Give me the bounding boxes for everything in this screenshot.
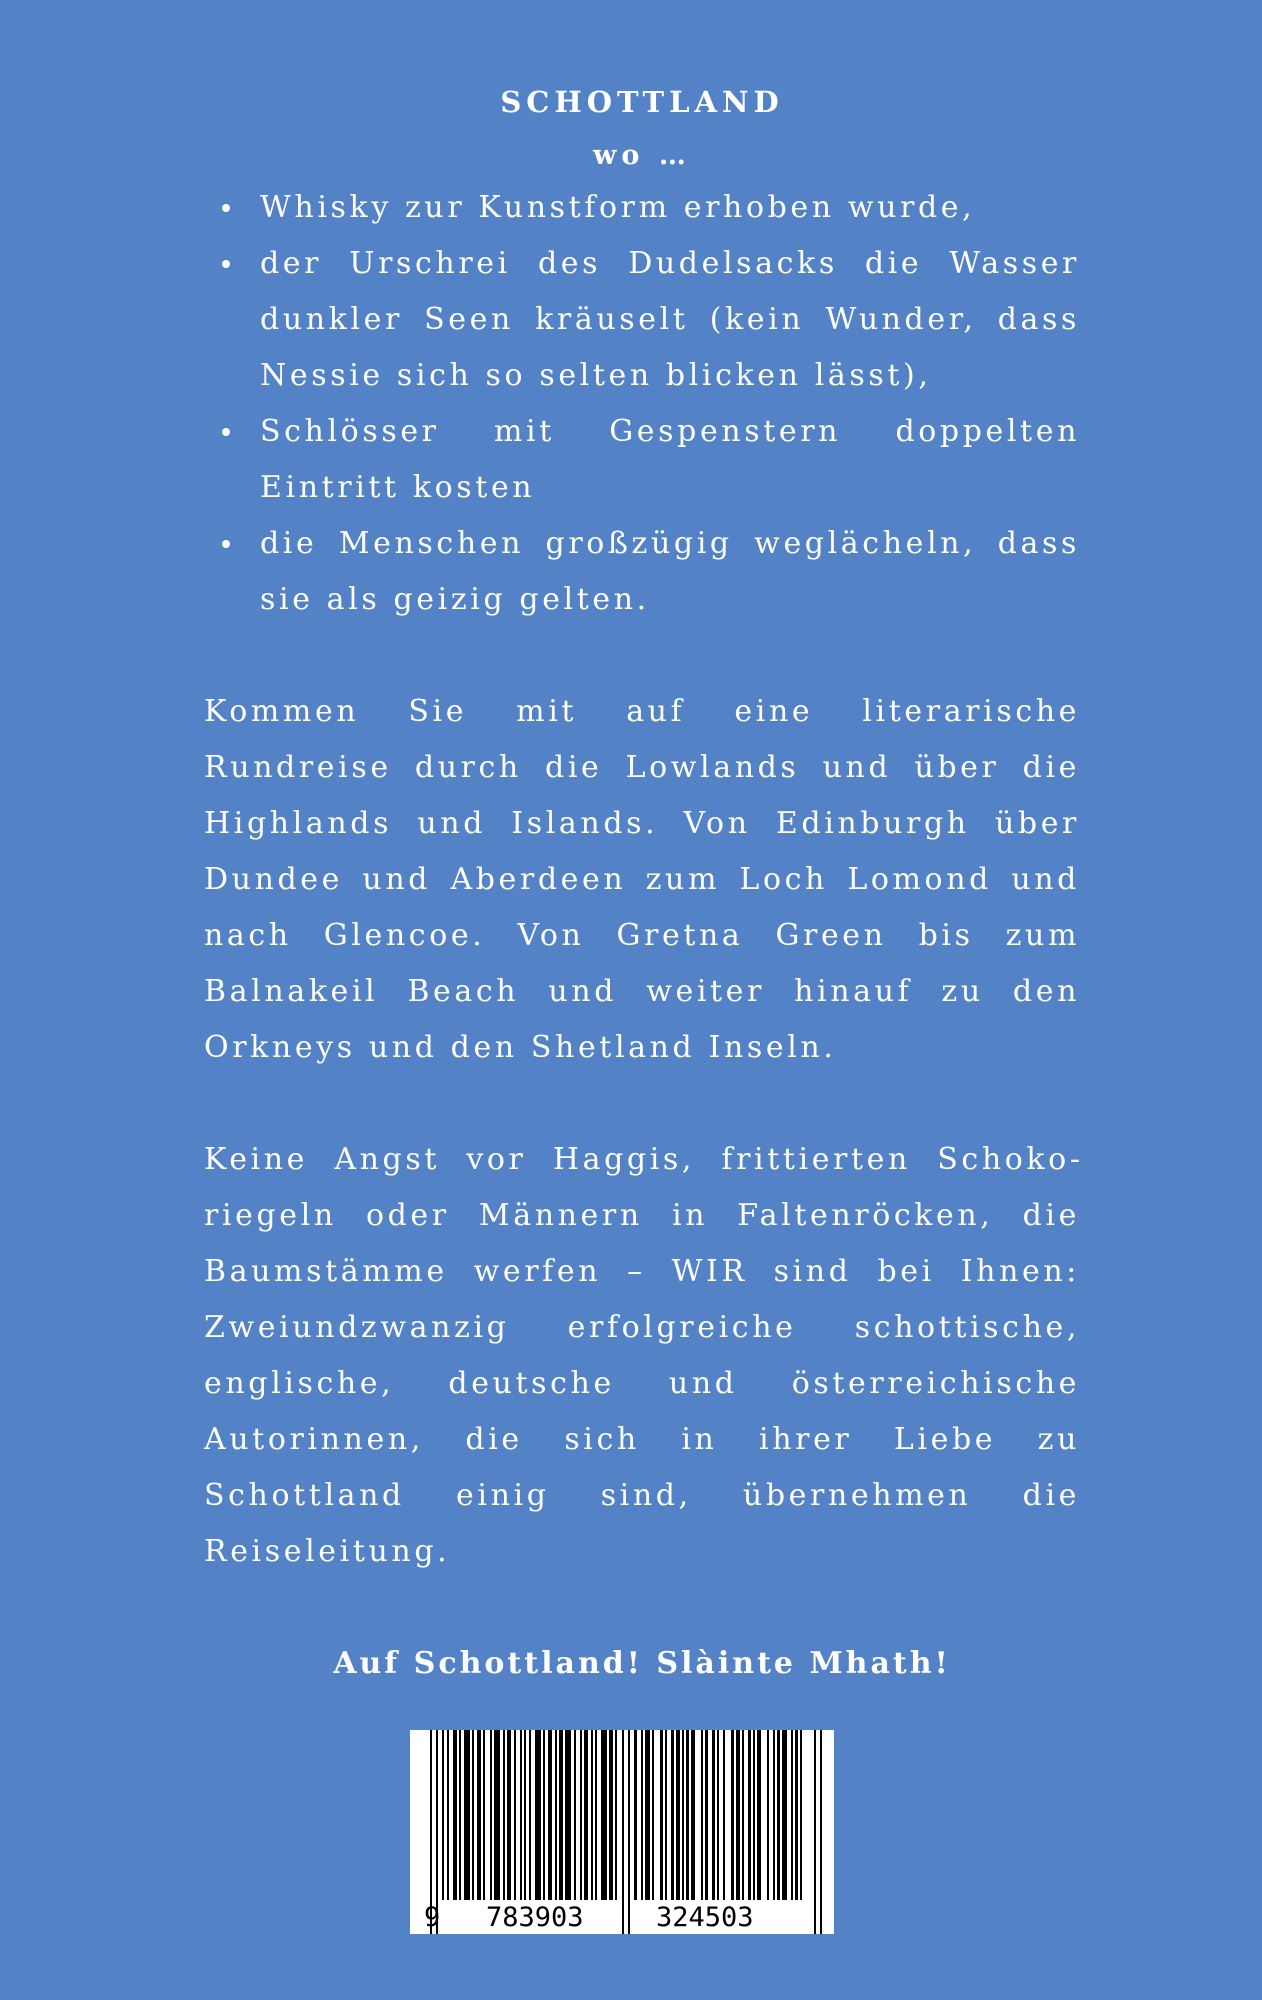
barcode-bar	[483, 1730, 485, 1900]
barcode-guard-bar	[622, 1730, 624, 1934]
barcode-bar	[717, 1730, 719, 1900]
barcode-bar	[574, 1730, 576, 1900]
barcode-bar	[676, 1730, 680, 1900]
barcode-bar	[591, 1730, 593, 1900]
barcode-bar	[686, 1730, 689, 1900]
barcode-bar	[490, 1730, 492, 1900]
barcode-bar	[543, 1730, 545, 1900]
barcode-bar	[773, 1730, 775, 1900]
barcode-bar	[514, 1730, 516, 1900]
barcode-bar	[524, 1730, 526, 1900]
title-heading: SCHOTTLAND	[500, 85, 784, 119]
barcode-digits-right: 324503	[656, 1902, 754, 1933]
barcode-bar	[660, 1730, 663, 1900]
bullet-icon	[222, 428, 230, 436]
back-cover-text	[204, 78, 1080, 1692]
barcode-bar	[615, 1730, 617, 1900]
barcode-bar	[701, 1730, 703, 1900]
barcode-bar	[548, 1730, 552, 1900]
barcode-bar	[682, 1730, 684, 1900]
paragraph-authors: Keine Angst vor Haggis, frittierten Schokoriegeln oder Männern in Faltenröcken, die Baumstämme werfen – WIR sind bei Ihnen: Zweiundzwanzig erfolgreiche schottische, englische, deutsche und österreichische Autorinnen, die sich in ihrer Liebe zu Schottland einig sind, übernehmen die Reiseleitung.	[204, 1142, 1080, 1569]
barcode-bar	[753, 1730, 755, 1900]
list-item	[204, 516, 1080, 628]
barcode-bar	[609, 1730, 613, 1900]
barcode-bar	[555, 1730, 557, 1900]
barcode-bar	[748, 1730, 751, 1900]
barcode-bar	[731, 1730, 734, 1900]
barcode-bar	[584, 1730, 588, 1900]
barcode-bar	[442, 1730, 444, 1900]
bullet-icon	[222, 540, 230, 548]
barcode-bar	[712, 1730, 715, 1900]
barcode-bar	[529, 1730, 531, 1900]
barcode-bar	[464, 1730, 470, 1900]
barcode-bar	[559, 1730, 563, 1900]
closing-toast: Auf Schottland! Slàinte Mhath!	[333, 1646, 951, 1681]
subtitle-heading: wo …	[593, 140, 691, 171]
list-item	[204, 404, 1080, 516]
barcode-bar	[652, 1730, 654, 1900]
barcode-bar	[535, 1730, 541, 1900]
list-item-text: die Menschen großzügig weglächeln, dass sie als geizig gelten.	[260, 526, 1080, 617]
barcode-bar	[453, 1730, 457, 1900]
isbn-barcode	[410, 1730, 834, 1934]
barcode-digit-first: 9	[424, 1902, 441, 1933]
barcode-bar	[736, 1730, 740, 1900]
list-item-text: der Urschrei des Dudelsacks die Wasser dunkler Seen kräuselt (kein Wunder, dass Nessie sich so selten blicken lässt),	[260, 246, 1080, 393]
barcode-guard-bar	[814, 1730, 816, 1934]
barcode-bar	[691, 1730, 695, 1900]
barcode-bar	[777, 1730, 780, 1900]
barcode-bar	[800, 1730, 802, 1900]
barcode-bar	[705, 1730, 708, 1900]
list-item	[204, 236, 1080, 404]
barcode-bar	[791, 1730, 793, 1900]
bullet-list	[204, 180, 1080, 628]
bullet-icon	[222, 204, 230, 212]
barcode-bar	[580, 1730, 582, 1900]
barcode-bar	[601, 1730, 607, 1900]
barcode-bar	[503, 1730, 505, 1900]
barcode-bar	[645, 1730, 650, 1900]
barcode-bar	[767, 1730, 769, 1900]
barcode-bar	[723, 1730, 725, 1900]
barcode-bar	[782, 1730, 787, 1900]
barcode-digits-left: 783903	[486, 1902, 584, 1933]
paragraph-journey: Kommen Sie mit auf eine literarische Rundreise durch die Lowlands und über die Highlands und Islands. Von Edinburgh über Dundee und Aberdeen zum Loch Lomond und nach Glencoe. Von Gretna Green bis zum Balnakeil Beach und weiter hinauf zu den Orkneys und den Shetland Inseln.	[204, 694, 1080, 1065]
barcode-bar	[520, 1730, 522, 1900]
barcode-graphic	[410, 1730, 834, 1934]
barcode-bar	[447, 1730, 449, 1900]
barcode-bar	[795, 1730, 798, 1900]
list-item-text: Whisky zur Kunstform erhoben wurde,	[260, 190, 976, 225]
barcode-bar	[459, 1730, 461, 1900]
barcode-bar	[665, 1730, 667, 1900]
barcode-bar	[641, 1730, 643, 1900]
barcode-bar	[634, 1730, 637, 1900]
barcode-bar	[507, 1730, 511, 1900]
barcode-bar	[477, 1730, 481, 1900]
barcode-guard-bar	[628, 1730, 630, 1934]
list-item	[204, 180, 1080, 236]
barcode-bar	[595, 1730, 597, 1900]
bullet-icon	[222, 260, 230, 268]
barcode-bar	[494, 1730, 500, 1900]
barcode-guard-bar	[820, 1730, 822, 1934]
barcode-bar	[472, 1730, 474, 1900]
barcode-bar	[565, 1730, 571, 1900]
barcode-bar	[742, 1730, 744, 1900]
barcode-bar	[757, 1730, 761, 1900]
barcode-bar	[671, 1730, 674, 1900]
list-item-text: Schlösser mit Gespenstern doppelten Eintritt kosten	[260, 414, 1080, 505]
